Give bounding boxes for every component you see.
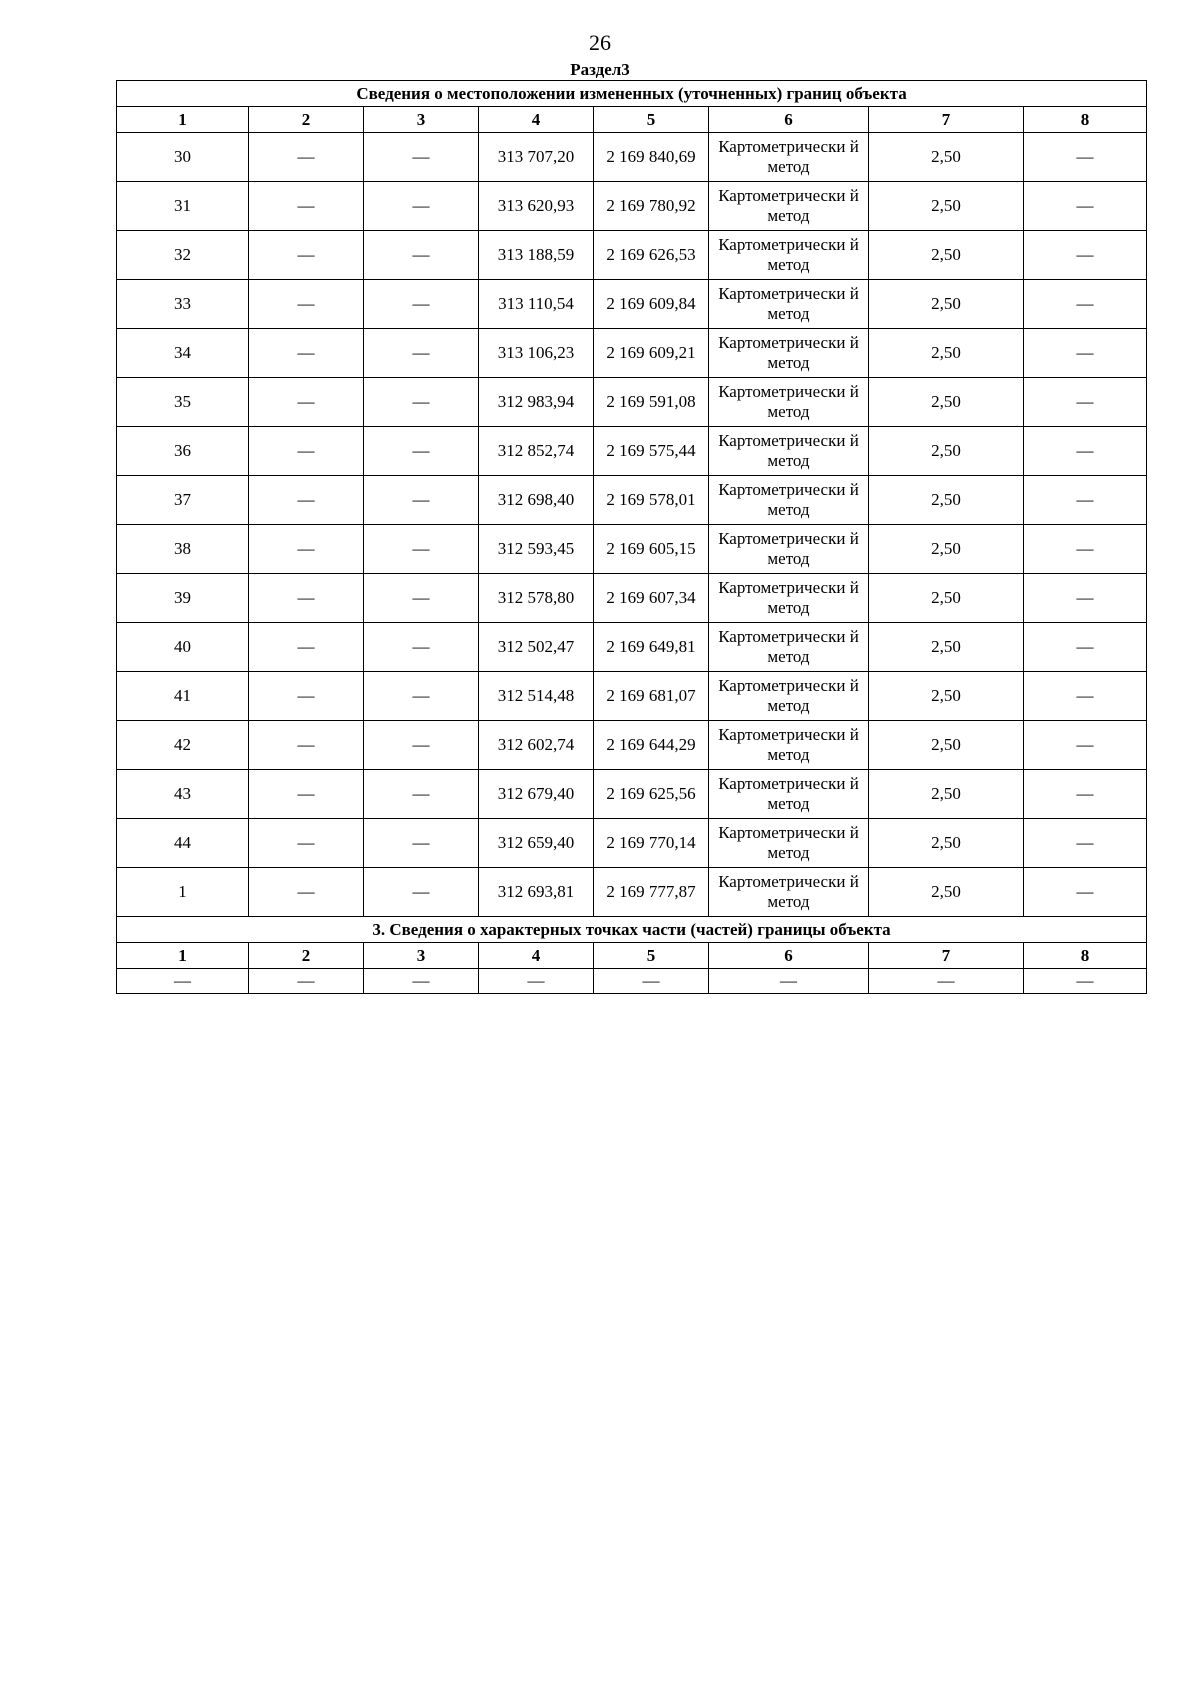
table-row bbox=[117, 280, 1147, 329]
table-cell-col-4: 312 983,94 bbox=[479, 378, 594, 427]
table-cell-col-8: — bbox=[1024, 819, 1147, 868]
table-cell-col-7: 2,50 bbox=[869, 427, 1024, 476]
table-cell-col-8: — bbox=[1024, 770, 1147, 819]
table-cell-col-1: 39 bbox=[117, 574, 249, 623]
table-cell-col-4: 312 679,40 bbox=[479, 770, 594, 819]
table-cell-col-5: 2 169 578,01 bbox=[594, 476, 709, 525]
table-cell-col-5: 2 169 644,29 bbox=[594, 721, 709, 770]
table-cell-col-3: — bbox=[364, 574, 479, 623]
table-row bbox=[117, 182, 1147, 231]
table-cell-col-1: 35 bbox=[117, 378, 249, 427]
table-cell-col-5: 2 169 625,56 bbox=[594, 770, 709, 819]
table-cell-col-5: 2 169 607,34 bbox=[594, 574, 709, 623]
table-cell-col-3: — bbox=[364, 623, 479, 672]
table-cell-col-4: 313 188,59 bbox=[479, 231, 594, 280]
table-cell-col-8: — bbox=[1024, 868, 1147, 917]
table-cell-col-4: 312 602,74 bbox=[479, 721, 594, 770]
table-cell-col-6: Картометрически й метод bbox=[709, 574, 869, 623]
table-cell-col-2: — bbox=[249, 133, 364, 182]
table-cell-col-7: — bbox=[869, 969, 1024, 994]
table-cell-col-1: 31 bbox=[117, 182, 249, 231]
table-cell-col-5: 2 169 777,87 bbox=[594, 868, 709, 917]
page-number: 26 bbox=[589, 30, 611, 55]
table-cell-col-4: 312 514,48 bbox=[479, 672, 594, 721]
table-cell-col-8: — bbox=[1024, 721, 1147, 770]
table-cell-col-2: — bbox=[249, 378, 364, 427]
table-cell-col-3: — bbox=[364, 969, 479, 994]
table-cell-col-8: — bbox=[1024, 623, 1147, 672]
table-cell-col-2: — bbox=[249, 623, 364, 672]
table-cell-col-3: — bbox=[364, 868, 479, 917]
table-cell-col-4: 313 707,20 bbox=[479, 133, 594, 182]
table2-column-headers bbox=[117, 943, 1147, 969]
table-cell-col-7: 2,50 bbox=[869, 280, 1024, 329]
table-cell-col-1: 1 bbox=[117, 868, 249, 917]
table-cell-col-5: 2 169 626,53 bbox=[594, 231, 709, 280]
table-cell-col-1: 37 bbox=[117, 476, 249, 525]
table-cell-col-8: — bbox=[1024, 574, 1147, 623]
table-cell-col-1: 38 bbox=[117, 525, 249, 574]
table-cell-col-6: Картометрически й метод bbox=[709, 427, 869, 476]
column-header-4: 4 bbox=[479, 107, 594, 133]
table-cell-col-6: Картометрически й метод bbox=[709, 770, 869, 819]
table-row bbox=[117, 770, 1147, 819]
table-cell-col-2: — bbox=[249, 231, 364, 280]
table-cell-col-6: Картометрически й метод bbox=[709, 133, 869, 182]
table-cell-col-8: — bbox=[1024, 280, 1147, 329]
table-cell-col-8: — bbox=[1024, 133, 1147, 182]
table-cell-col-2: — bbox=[249, 525, 364, 574]
table-cell-col-1: 30 bbox=[117, 133, 249, 182]
table-cell-col-4: 312 578,80 bbox=[479, 574, 594, 623]
table-cell-col-6: Картометрически й метод bbox=[709, 721, 869, 770]
table-cell-col-6: Картометрически й метод bbox=[709, 476, 869, 525]
table-cell-col-4: — bbox=[479, 969, 594, 994]
table-cell-col-2: — bbox=[249, 574, 364, 623]
table-cell-col-7: 2,50 bbox=[869, 721, 1024, 770]
table-row bbox=[117, 231, 1147, 280]
table-cell-col-2: — bbox=[249, 329, 364, 378]
column-header-3: 3 bbox=[364, 107, 479, 133]
column-header-4: 4 bbox=[479, 943, 594, 969]
column-header-5: 5 bbox=[594, 107, 709, 133]
table-cell-col-1: 41 bbox=[117, 672, 249, 721]
table-row bbox=[117, 525, 1147, 574]
table-cell-col-2: — bbox=[249, 868, 364, 917]
column-header-5: 5 bbox=[594, 943, 709, 969]
table-cell-col-8: — bbox=[1024, 427, 1147, 476]
table-cell-col-6: Картометрически й метод bbox=[709, 378, 869, 427]
table-cell-col-5: 2 169 649,81 bbox=[594, 623, 709, 672]
table-cell-col-7: 2,50 bbox=[869, 182, 1024, 231]
table-row bbox=[117, 721, 1147, 770]
table-cell-col-4: 312 593,45 bbox=[479, 525, 594, 574]
table-cell-col-2: — bbox=[249, 280, 364, 329]
table-cell-col-2: — bbox=[249, 672, 364, 721]
table-cell-col-1: 36 bbox=[117, 427, 249, 476]
boundary-table bbox=[116, 80, 1147, 994]
table-cell-col-5: 2 169 605,15 bbox=[594, 525, 709, 574]
table-cell-col-8: — bbox=[1024, 476, 1147, 525]
table-cell-col-7: 2,50 bbox=[869, 231, 1024, 280]
table-row bbox=[117, 969, 1147, 994]
table-cell-col-7: 2,50 bbox=[869, 770, 1024, 819]
table-row bbox=[117, 672, 1147, 721]
column-header-8: 8 bbox=[1024, 943, 1147, 969]
column-header-8: 8 bbox=[1024, 107, 1147, 133]
table-cell-col-3: — bbox=[364, 378, 479, 427]
column-header-2: 2 bbox=[249, 107, 364, 133]
table-cell-col-2: — bbox=[249, 969, 364, 994]
table-cell-col-2: — bbox=[249, 182, 364, 231]
table2-title bbox=[117, 917, 1147, 943]
table-cell-col-6: Картометрически й метод bbox=[709, 525, 869, 574]
table-cell-col-1: 34 bbox=[117, 329, 249, 378]
table-cell-col-6: — bbox=[709, 969, 869, 994]
column-header-2: 2 bbox=[249, 943, 364, 969]
table1-title bbox=[117, 81, 1147, 107]
table-cell-col-2: — bbox=[249, 770, 364, 819]
table-cell-col-1: 32 bbox=[117, 231, 249, 280]
table-cell-col-2: — bbox=[249, 427, 364, 476]
table1-title-cell: Сведения о местоположении измененных (уточненных) границ объекта bbox=[117, 81, 1147, 107]
table-cell-col-5: 2 169 575,44 bbox=[594, 427, 709, 476]
table-cell-col-1: 42 bbox=[117, 721, 249, 770]
table-cell-col-7: 2,50 bbox=[869, 133, 1024, 182]
table-cell-col-3: — bbox=[364, 427, 479, 476]
table-cell-col-3: — bbox=[364, 476, 479, 525]
table-cell-col-7: 2,50 bbox=[869, 476, 1024, 525]
column-header-1: 1 bbox=[117, 107, 249, 133]
table-cell-col-2: — bbox=[249, 476, 364, 525]
table-row bbox=[117, 868, 1147, 917]
table-cell-col-7: 2,50 bbox=[869, 672, 1024, 721]
table-cell-col-3: — bbox=[364, 672, 479, 721]
table-cell-col-4: 312 502,47 bbox=[479, 623, 594, 672]
table-cell-col-8: — bbox=[1024, 182, 1147, 231]
table-cell-col-4: 312 693,81 bbox=[479, 868, 594, 917]
table-cell-col-5: 2 169 780,92 bbox=[594, 182, 709, 231]
table-cell-col-5: — bbox=[594, 969, 709, 994]
table-cell-col-5: 2 169 591,08 bbox=[594, 378, 709, 427]
table-cell-col-8: — bbox=[1024, 329, 1147, 378]
table-cell-col-7: 2,50 bbox=[869, 378, 1024, 427]
table-row bbox=[117, 329, 1147, 378]
table-cell-col-5: 2 169 681,07 bbox=[594, 672, 709, 721]
table-cell-col-1: 40 bbox=[117, 623, 249, 672]
table-cell-col-2: — bbox=[249, 721, 364, 770]
table-row bbox=[117, 623, 1147, 672]
table-row bbox=[117, 819, 1147, 868]
column-header-1: 1 bbox=[117, 943, 249, 969]
table-row bbox=[117, 427, 1147, 476]
column-header-6: 6 bbox=[709, 107, 869, 133]
table-cell-col-5: 2 169 840,69 bbox=[594, 133, 709, 182]
table-cell-col-6: Картометрически й метод bbox=[709, 231, 869, 280]
table-cell-col-8: — bbox=[1024, 378, 1147, 427]
table-row bbox=[117, 378, 1147, 427]
table-cell-col-1: 33 bbox=[117, 280, 249, 329]
table-cell-col-1: 43 bbox=[117, 770, 249, 819]
table-cell-col-7: 2,50 bbox=[869, 525, 1024, 574]
table-cell-col-6: Картометрически й метод bbox=[709, 868, 869, 917]
table-cell-col-3: — bbox=[364, 231, 479, 280]
table-cell-col-4: 313 620,93 bbox=[479, 182, 594, 231]
column-header-7: 7 bbox=[869, 943, 1024, 969]
table2-title-cell: 3. Сведения о характерных точках части (частей) границы объекта bbox=[117, 917, 1147, 943]
table-cell-col-4: 312 852,74 bbox=[479, 427, 594, 476]
table-cell-col-6: Картометрически й метод bbox=[709, 672, 869, 721]
table-row bbox=[117, 574, 1147, 623]
table-cell-col-8: — bbox=[1024, 969, 1147, 994]
table-cell-col-4: 312 698,40 bbox=[479, 476, 594, 525]
table-row bbox=[117, 133, 1147, 182]
table-cell-col-3: — bbox=[364, 819, 479, 868]
table-cell-col-3: — bbox=[364, 525, 479, 574]
table-body bbox=[117, 81, 1147, 994]
table-row bbox=[117, 476, 1147, 525]
table-cell-col-3: — bbox=[364, 182, 479, 231]
table-cell-col-4: 313 110,54 bbox=[479, 280, 594, 329]
table-cell-col-2: — bbox=[249, 819, 364, 868]
table-cell-col-8: — bbox=[1024, 525, 1147, 574]
table1-column-headers bbox=[117, 107, 1147, 133]
table-cell-col-7: 2,50 bbox=[869, 574, 1024, 623]
table-cell-col-8: — bbox=[1024, 672, 1147, 721]
table-cell-col-6: Картометрически й метод bbox=[709, 182, 869, 231]
table-cell-col-3: — bbox=[364, 770, 479, 819]
column-header-7: 7 bbox=[869, 107, 1024, 133]
table-cell-col-5: 2 169 609,84 bbox=[594, 280, 709, 329]
column-header-6: 6 bbox=[709, 943, 869, 969]
table-cell-col-7: 2,50 bbox=[869, 623, 1024, 672]
table-cell-col-5: 2 169 609,21 bbox=[594, 329, 709, 378]
table-cell-col-4: 312 659,40 bbox=[479, 819, 594, 868]
table-cell-col-3: — bbox=[364, 721, 479, 770]
section-title: Раздел3 bbox=[570, 60, 630, 79]
table-cell-col-1: 44 bbox=[117, 819, 249, 868]
table-cell-col-7: 2,50 bbox=[869, 329, 1024, 378]
table-cell-col-4: 313 106,23 bbox=[479, 329, 594, 378]
table-cell-col-6: Картометрически й метод bbox=[709, 623, 869, 672]
table-cell-col-5: 2 169 770,14 bbox=[594, 819, 709, 868]
table-cell-col-6: Картометрически й метод bbox=[709, 280, 869, 329]
table-cell-col-7: 2,50 bbox=[869, 819, 1024, 868]
table-cell-col-6: Картометрически й метод bbox=[709, 329, 869, 378]
table-cell-col-8: — bbox=[1024, 231, 1147, 280]
column-header-3: 3 bbox=[364, 943, 479, 969]
table-cell-col-3: — bbox=[364, 133, 479, 182]
table-cell-col-3: — bbox=[364, 280, 479, 329]
table-cell-col-6: Картометрически й метод bbox=[709, 819, 869, 868]
table-cell-col-1: — bbox=[117, 969, 249, 994]
table-cell-col-3: — bbox=[364, 329, 479, 378]
table-cell-col-7: 2,50 bbox=[869, 868, 1024, 917]
